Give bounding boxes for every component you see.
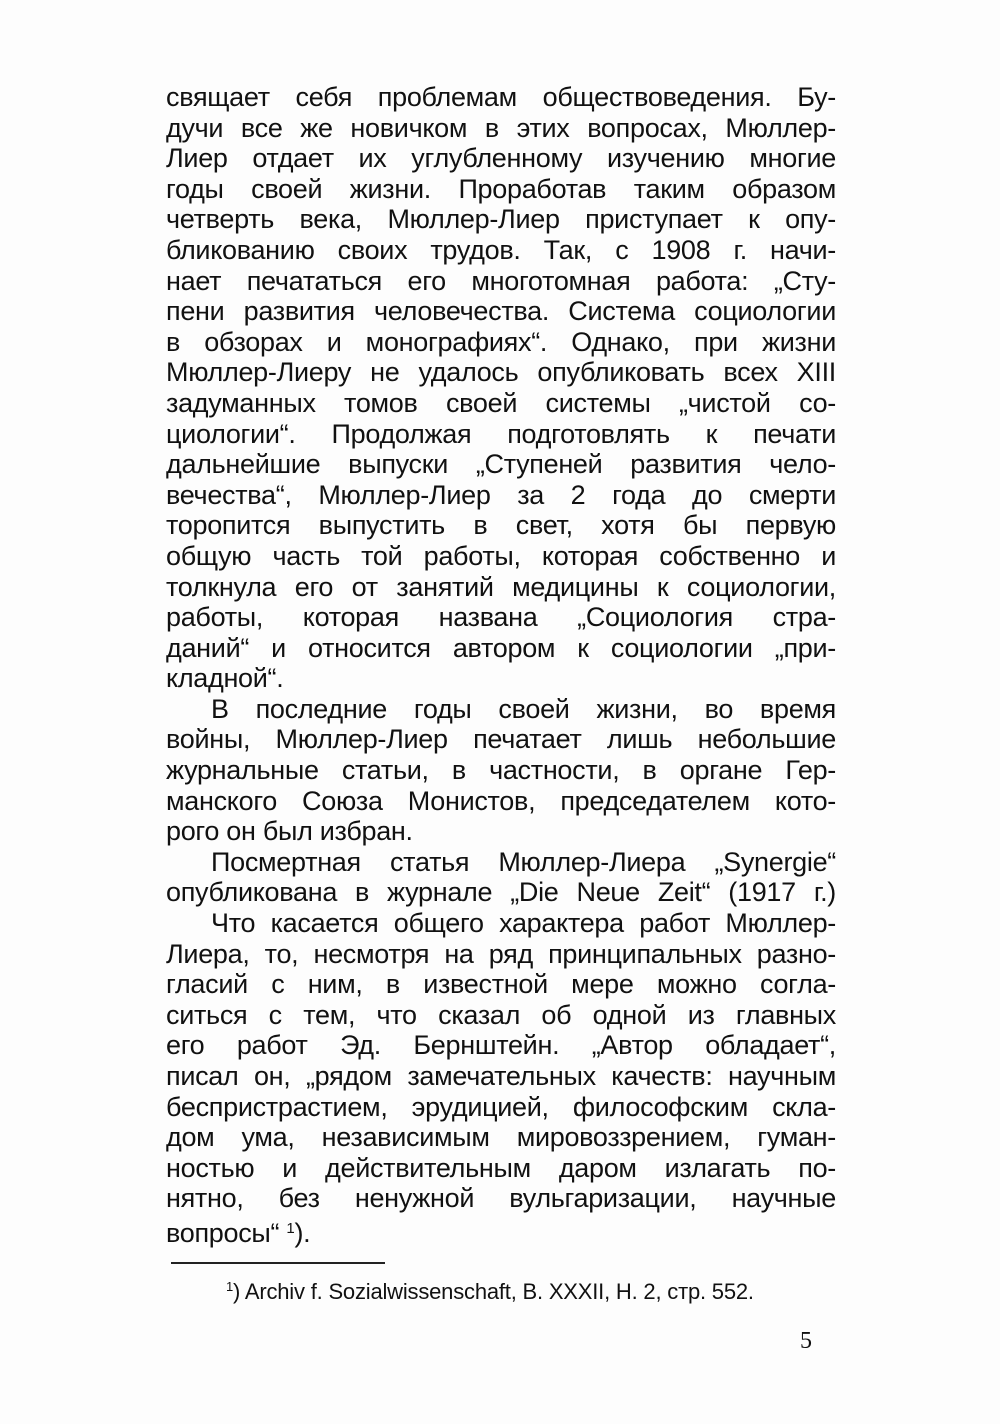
text-line: в обзорах и монографиях“. Однако, при жизни [166, 326, 836, 357]
text-line: Посмертная статья Мюллер-Лиера „Synergie“ [211, 846, 836, 877]
text-line: его работ Эд. Бернштейн. „Автор обладает“, [166, 1030, 836, 1061]
footnote-text: Archiv f. Sozialwissenschaft, B. XXXII, H. 2, стр. 552. [244, 1279, 754, 1304]
text-line: годы своей жизни. Проработав таким образом [166, 173, 836, 204]
text-line: Что касается общего характера работ Мюллер- [211, 908, 836, 939]
text-fragment: вопросы“ [166, 1217, 287, 1248]
text-line: журнальные статьи, в частности, в органе Гер- [166, 755, 836, 786]
text-line: беспристрастием, эрудицией, философским скла- [166, 1091, 836, 1122]
footnote-marker-close: ) [233, 1279, 241, 1304]
text-line: дучи все же новичком в этих вопросах, Мюллер- [166, 112, 836, 143]
text-line: общую часть той работы, которая собственно и [166, 540, 836, 571]
text-line: кладной“. [166, 663, 284, 694]
text-line: торопится выпустить в свет, хотя бы первую [166, 510, 836, 541]
text-line: циологии“. Продолжая подготовлять к печати [166, 418, 836, 449]
paragraph-4 [166, 908, 836, 1248]
text-line: опубликована в журнале „Die Neue Zeit“ (1917 г.) [166, 877, 836, 908]
text-line: даний“ и относится автором к социологии „при- [166, 632, 836, 663]
footnote-marker: 1 [226, 1279, 234, 1294]
text-line: работы, которая названа „Социология стра- [166, 602, 836, 633]
text-line: бликованию своих трудов. Так, с 1908 г. начи- [166, 234, 836, 265]
text-line: В последние годы своей жизни, во время [211, 693, 836, 724]
text-line: писал он, „рядом замечательных качеств: научным [166, 1061, 836, 1091]
text-line: войны, Мюллер-Лиер печатает лишь небольшие [166, 724, 836, 755]
text-line: ностью и действительным даром излагать по- [166, 1152, 836, 1183]
text-line: ситься с тем, что сказал об одной из главных [166, 999, 836, 1030]
footnote [226, 1273, 846, 1306]
text-line: четверть века, Мюллер-Лиер приступает к опу- [166, 204, 836, 235]
text-line: толкнула его от занятий медицины к социологии, [166, 571, 836, 602]
text-line: вечества“, Мюллер-Лиер за 2 года до смерти [166, 479, 836, 510]
body-text [166, 82, 836, 1248]
text-line: нятно, без ненужной вульгаризации, научные [166, 1183, 836, 1214]
text-line: пени развития человечества. Система социологии [166, 296, 836, 327]
text-line: Лиер отдает их углубленному изучению многие [166, 143, 836, 174]
text-line: задуманных томов своей системы „чистой со- [166, 387, 836, 418]
paragraph-1 [166, 82, 836, 694]
text-line: дом ума, независимым мировоззрением, гуман- [166, 1122, 836, 1153]
text-line: Мюллер-Лиеру не удалось опубликовать всех XIII [166, 357, 836, 388]
text-line: рого он был избран. [166, 816, 413, 847]
text-line: гласий с ним, в известной мере можно согла- [166, 969, 836, 1000]
text-line-last [166, 1214, 836, 1248]
closing-punctuation: ). [294, 1217, 311, 1248]
text-line: Лиера, то, несмотря на ряд принципальных разно- [166, 938, 836, 969]
footnote-divider [171, 1262, 385, 1264]
paragraph-2 [166, 694, 836, 847]
footnote-reference[interactable]: 1 [286, 1219, 295, 1237]
text-line: нает печататься его многотомная работа: „Сту- [166, 265, 836, 296]
page-number: 5 [800, 1328, 812, 1354]
text-line: дальнейшие выпуски „Ступеней развития чело- [166, 449, 836, 480]
paragraph-3 [166, 847, 836, 908]
text-line: манского Союза Монистов, председателем кото- [166, 785, 836, 816]
text-line: свящает себя проблемам обществоведения. Бу- [166, 82, 836, 112]
